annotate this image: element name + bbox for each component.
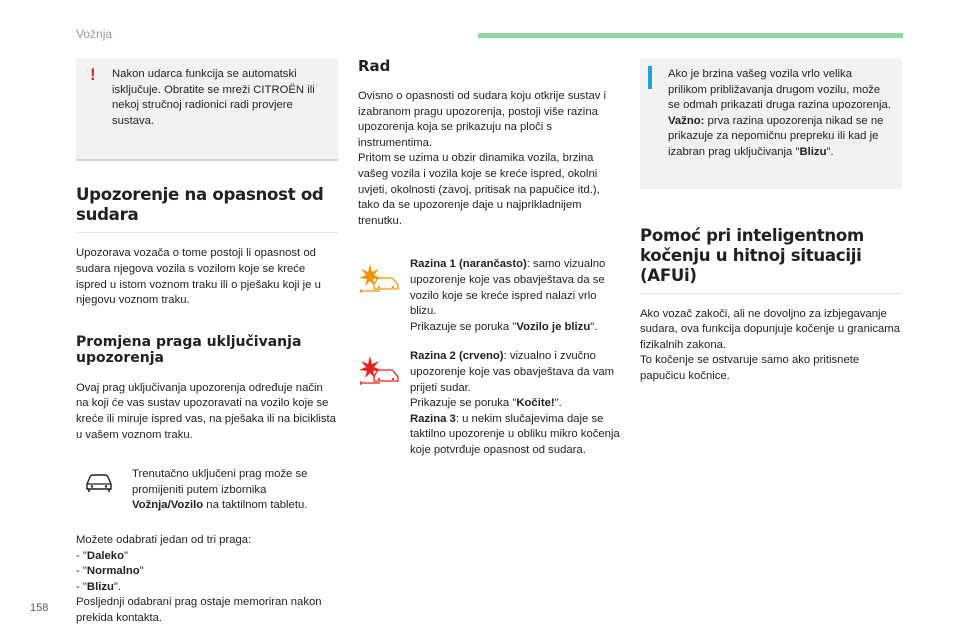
- collision-alert-red-icon: [358, 355, 402, 385]
- warning-level-3-label: Razina 3: [410, 412, 456, 425]
- menu-name-vehicle: Vozilo: [170, 499, 204, 512]
- column-right: [640, 58, 902, 385]
- collision-warning-intro: Upozorava vozača o tome postoji li opasnost od sudara njegova vozila s vozilom koje se kreće ispred u istom voznom traku ili o pješaku koji je u njegovu voznom traku.: [76, 247, 321, 307]
- operation-paragraph-2: Pritom se uzima u obzir dinamika vozila, brzina vašeg vozila i vozila koje se kreće ispred, okolni uvjeti, okolnosti (zavoj, pritisak na papučice itd.), tako da se upozorenje daje u najprikladnijem trenutku.: [358, 152, 600, 227]
- emergency-braking-paragraph-1: Ako vozač zakoči, ali ne dovoljno za izbjegavanje sudara, ova funkcija dopunjuje kočenje u granicama fizikalnih zakona.: [640, 307, 900, 351]
- heading-divider: [76, 232, 338, 233]
- warning-level-2: [358, 349, 620, 458]
- warning-box: [76, 58, 338, 161]
- threshold-option: - "Blizu".: [76, 580, 122, 593]
- message-brake: Kočite!: [516, 397, 555, 410]
- warning-level-1-text: Razina 1 (narančasto): samo vizualno upozorenje koje vas obavještava da se vozilo koje se kreće ispred nalazi vrlo blizu. Prikazuje se poruka "Vozilo je blizu".: [410, 258, 606, 333]
- threshold-option: - "Normalno": [76, 565, 144, 578]
- heading-divider: [640, 293, 902, 294]
- heading-emergency-braking: Pomoć pri inteligentnom kočenju u hitnoj situaciji (AFUi): [640, 225, 864, 285]
- tablet-menu-note: [76, 467, 338, 514]
- operation-paragraph-1: Ovisno o opasnosti od sudara koju otkrije sustav i izabranom pragu upozorenja, postoji više razina upozorenja koja se prikazuju na ploči s instrumentima.: [358, 90, 607, 149]
- heading-threshold-change: Promjena praga uključivanja upozorenja: [76, 333, 302, 366]
- threshold-description: Ovaj prag uključivanja upozorenja određuje način na koji će vas sustav upozoravati na vozilo koje se kreće ili miruje ispred vas, na pješaka ili na biciklista u vašem voznom traku.: [76, 381, 336, 441]
- threshold-choice-intro: Možete odabrati jedan od tri praga:: [76, 533, 252, 546]
- warning-exclamation-icon: !: [90, 65, 96, 84]
- tablet-menu-text: Trenutačno uključeni prag može se promijeniti putem izbornika Vožnja/Vozilo na taktilnom tabletu.: [132, 468, 308, 512]
- info-text: Ako je brzina vašeg vozila vrlo velika prilikom približavanja drugom vozilu, može se odmah prikazati druga razina upozorenja.: [668, 68, 891, 112]
- section-accent-bar: [478, 33, 903, 38]
- emergency-braking-paragraph-2: To kočenje se ostvaruje samo ako pritisnete papučicu kočnice.: [640, 354, 860, 382]
- warning-level-2-text: Razina 2 (crveno): vizualno i zvučno upozorenje koje vas obavještava da vam prijeti sudar. Prikazuje se poruka "Kočite!". Razina 3: u nekim slučajevima daje se taktilno upozorenje u obliku mikro kočenja koje potvrđuje opasnost od sudara.: [410, 350, 620, 456]
- info-important: Važno: prva razina upozorenja nikad se ne prikazuje za nepomičnu prepreku ili kad je izabran prag uključivanja "Blizu".: [668, 114, 884, 158]
- threshold-option: - "Daleko": [76, 549, 128, 562]
- page-number: 158: [30, 602, 49, 614]
- threshold-options-list: [76, 549, 338, 596]
- info-box: [640, 58, 902, 189]
- heading-operation: Rad: [358, 57, 391, 75]
- heading-collision-warning: Upozorenje na opasnost od sudara: [76, 185, 324, 225]
- threshold-memory-note: Posljednji odabrani prag ostaje memoriran nakon prekida kontakta.: [76, 596, 322, 624]
- column-left: [76, 58, 338, 626]
- warning-text: Nakon udarca funkcija se automatski isključuje. Obratite se mreži CITROËN ili nekoj stručnoj radionici radi provjere sustava.: [112, 68, 315, 127]
- menu-name-driving: Vožnja: [132, 499, 168, 512]
- warning-level-1-label: Razina 1 (narančasto): [410, 258, 527, 271]
- warning-level-1: [358, 257, 620, 335]
- section-title: Vožnja: [76, 27, 113, 41]
- info-icon: [648, 67, 652, 89]
- collision-alert-orange-icon: [358, 263, 402, 293]
- warning-level-2-label: Razina 2 (crveno): [410, 350, 504, 363]
- column-middle: [358, 58, 620, 458]
- car-settings-icon: [84, 471, 114, 493]
- message-vehicle-close: Vozilo je blizu: [516, 320, 591, 333]
